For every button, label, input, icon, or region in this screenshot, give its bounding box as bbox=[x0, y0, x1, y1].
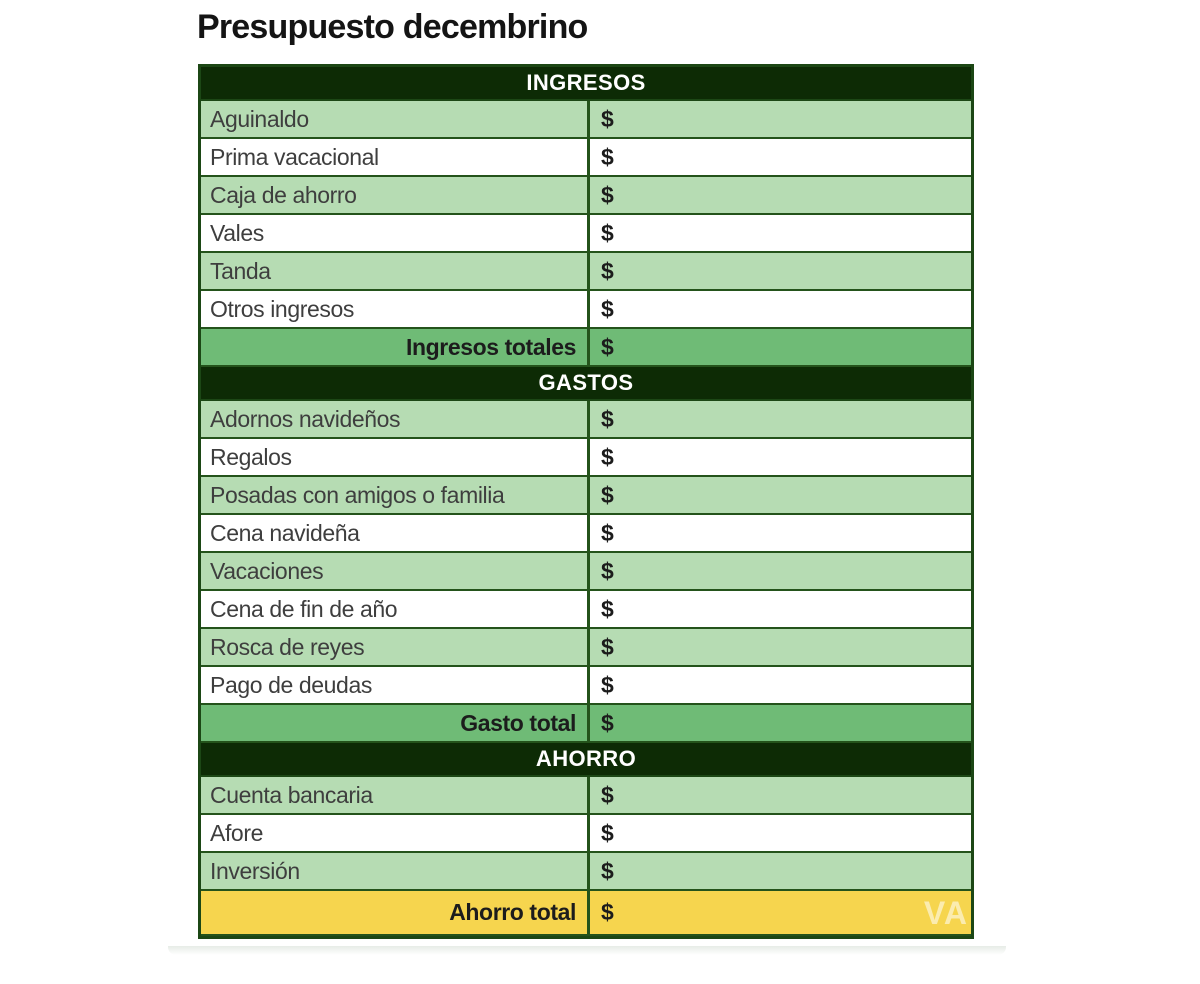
currency-symbol: $ bbox=[601, 295, 614, 322]
table-row bbox=[201, 815, 971, 853]
total-row-ingresos bbox=[201, 329, 971, 367]
section-header-label: INGRESOS bbox=[526, 70, 646, 95]
currency-symbol: $ bbox=[601, 143, 614, 170]
table-row bbox=[201, 401, 971, 439]
total-label: Ahorro total bbox=[201, 891, 590, 934]
row-value-cell bbox=[590, 553, 971, 589]
row-label: Inversión bbox=[201, 853, 590, 889]
row-label: Afore bbox=[201, 815, 590, 851]
currency-symbol: $ bbox=[601, 443, 614, 470]
row-label: Cena de fin de año bbox=[201, 591, 590, 627]
row-value-cell bbox=[590, 401, 971, 437]
currency-symbol: $ bbox=[601, 857, 614, 884]
row-value-cell bbox=[590, 177, 971, 213]
row-value-cell bbox=[590, 667, 971, 703]
page-bottom-edge bbox=[168, 946, 1006, 955]
row-value-cell bbox=[590, 139, 971, 175]
row-value-cell bbox=[590, 591, 971, 627]
section-header-ingresos bbox=[201, 67, 971, 101]
row-value-cell bbox=[590, 253, 971, 289]
table-row bbox=[201, 777, 971, 815]
section-header-gastos bbox=[201, 367, 971, 401]
total-label: Gasto total bbox=[201, 705, 590, 741]
row-label: Prima vacacional bbox=[201, 139, 590, 175]
row-value-cell bbox=[590, 515, 971, 551]
total-row-ahorro bbox=[201, 891, 971, 936]
row-label: Caja de ahorro bbox=[201, 177, 590, 213]
row-label: Cena navideña bbox=[201, 515, 590, 551]
currency-symbol: $ bbox=[601, 219, 614, 246]
table-row bbox=[201, 291, 971, 329]
table-row bbox=[201, 177, 971, 215]
table-row bbox=[201, 439, 971, 477]
section-header-ahorro bbox=[201, 743, 971, 777]
currency-symbol: $ bbox=[601, 257, 614, 284]
table-row bbox=[201, 477, 971, 515]
currency-symbol: $ bbox=[601, 709, 614, 736]
table-row bbox=[201, 629, 971, 667]
currency-symbol: $ bbox=[601, 481, 614, 508]
currency-symbol: $ bbox=[601, 671, 614, 698]
row-value-cell bbox=[590, 777, 971, 813]
row-value-cell bbox=[590, 853, 971, 889]
currency-symbol: $ bbox=[601, 595, 614, 622]
currency-symbol: $ bbox=[601, 333, 614, 360]
row-label: Regalos bbox=[201, 439, 590, 475]
currency-symbol: $ bbox=[601, 899, 614, 925]
table-row bbox=[201, 253, 971, 291]
row-value-cell bbox=[590, 101, 971, 137]
section-header-label: AHORRO bbox=[535, 746, 637, 771]
table-row bbox=[201, 591, 971, 629]
row-value-cell bbox=[590, 815, 971, 851]
currency-symbol: $ bbox=[601, 181, 614, 208]
row-label: Rosca de reyes bbox=[201, 629, 590, 665]
table-row bbox=[201, 215, 971, 253]
table-row bbox=[201, 139, 971, 177]
section-header-label: GASTOS bbox=[538, 370, 634, 395]
row-label: Vacaciones bbox=[201, 553, 590, 589]
row-value-cell bbox=[590, 215, 971, 251]
page-title: Presupuesto decembrino bbox=[197, 8, 588, 46]
row-label: Vales bbox=[201, 215, 590, 251]
table-row bbox=[201, 667, 971, 705]
row-label: Posadas con amigos o familia bbox=[201, 477, 590, 513]
row-value-cell bbox=[590, 439, 971, 475]
total-value-cell bbox=[590, 705, 971, 741]
table-row bbox=[201, 515, 971, 553]
currency-symbol: $ bbox=[601, 633, 614, 660]
row-label: Cuenta bancaria bbox=[201, 777, 590, 813]
row-value-cell bbox=[590, 629, 971, 665]
row-value-cell bbox=[590, 477, 971, 513]
row-value-cell bbox=[590, 291, 971, 327]
currency-symbol: $ bbox=[601, 781, 614, 808]
total-value-cell bbox=[590, 891, 971, 934]
row-label: Tanda bbox=[201, 253, 590, 289]
watermark: VA bbox=[923, 895, 968, 931]
total-label: Ingresos totales bbox=[201, 329, 590, 365]
budget-table bbox=[198, 64, 974, 939]
currency-symbol: $ bbox=[601, 557, 614, 584]
row-label: Otros ingresos bbox=[201, 291, 590, 327]
row-label: Pago de deudas bbox=[201, 667, 590, 703]
row-label: Adornos navideños bbox=[201, 401, 590, 437]
currency-symbol: $ bbox=[601, 405, 614, 432]
row-label: Aguinaldo bbox=[201, 101, 590, 137]
total-row-gastos bbox=[201, 705, 971, 743]
total-value-cell bbox=[590, 329, 971, 365]
currency-symbol: $ bbox=[601, 819, 614, 846]
currency-symbol: $ bbox=[601, 105, 614, 132]
table-row bbox=[201, 553, 971, 591]
table-row bbox=[201, 101, 971, 139]
currency-symbol: $ bbox=[601, 519, 614, 546]
table-row bbox=[201, 853, 971, 891]
